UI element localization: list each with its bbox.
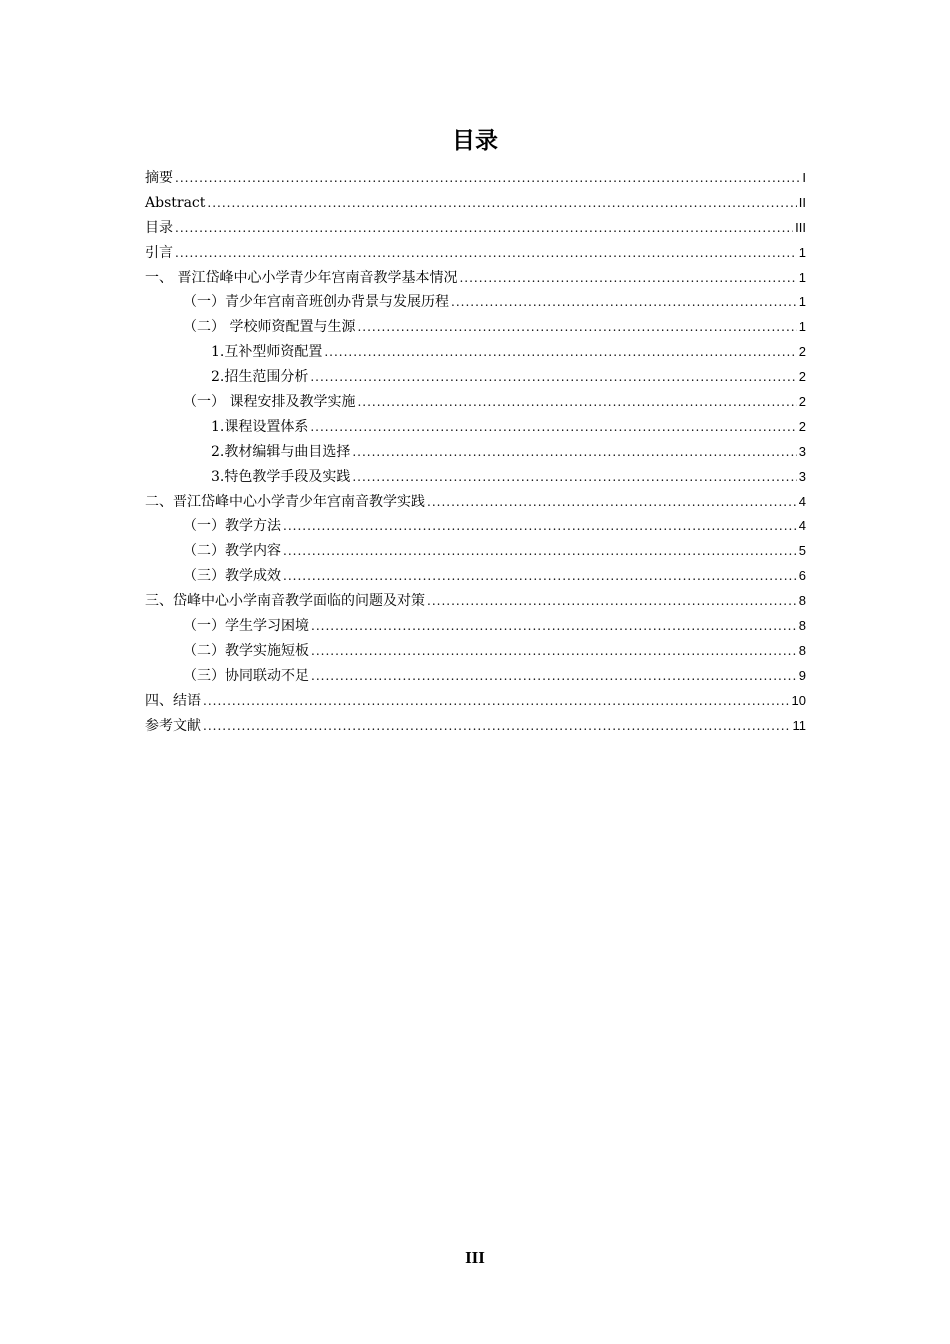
- toc-entry-label: （二）教学实施短板: [183, 642, 309, 659]
- toc-entry[interactable]: [145, 514, 806, 539]
- toc-entry-page-number: 1: [798, 244, 806, 260]
- toc-entry[interactable]: [145, 216, 806, 241]
- toc-entry[interactable]: [145, 440, 806, 465]
- toc-entry-page-number: 3: [798, 443, 806, 459]
- toc-entry-label: 3.特色教学手段及实践: [211, 468, 351, 485]
- toc-entry-label: （一）青少年宫南音班创办背景与发展历程: [183, 294, 449, 311]
- toc-entry[interactable]: [145, 664, 806, 689]
- toc-entry[interactable]: [145, 415, 806, 440]
- table-of-contents: [145, 166, 806, 738]
- toc-entry-page-number: 6: [798, 568, 806, 584]
- dot-leader: [311, 614, 797, 639]
- dot-leader: [311, 664, 797, 689]
- toc-entry-page-number: 4: [798, 518, 806, 534]
- toc-entry[interactable]: [145, 490, 806, 515]
- toc-entry-page-number: I: [802, 170, 806, 185]
- toc-entry-label: 2.教材编辑与曲目选择: [211, 443, 351, 460]
- dot-leader: [459, 266, 796, 291]
- dot-leader: [175, 166, 800, 191]
- toc-entry[interactable]: [145, 241, 806, 266]
- toc-entry-page-number: 2: [798, 394, 806, 410]
- toc-entry-page-number: 5: [798, 543, 806, 559]
- toc-entry-page-number: 4: [798, 493, 806, 509]
- dot-leader: [283, 514, 797, 539]
- toc-entry-page-number: 9: [798, 667, 806, 683]
- toc-entry-label: （二）教学内容: [183, 543, 281, 560]
- dot-leader: [310, 415, 796, 440]
- toc-entry[interactable]: [145, 564, 806, 589]
- toc-entry-page-number: 10: [791, 692, 806, 708]
- toc-entry[interactable]: [145, 465, 806, 490]
- dot-leader: [427, 589, 797, 614]
- dot-leader: [324, 340, 796, 365]
- toc-entry[interactable]: [145, 614, 806, 639]
- toc-entry[interactable]: [145, 365, 806, 390]
- toc-entry-label: 引言: [145, 244, 173, 261]
- dot-leader: [352, 440, 796, 465]
- toc-entry[interactable]: [145, 539, 806, 564]
- toc-entry-label: 二、晋江岱峰中心小学青少年宫南音教学实践: [145, 493, 425, 510]
- dot-leader: [283, 539, 797, 564]
- toc-entry-label: 参考文献: [145, 717, 201, 734]
- toc-entry-page-number: 2: [798, 418, 806, 434]
- toc-entry-page-number: 8: [798, 618, 806, 634]
- toc-entry[interactable]: [145, 166, 806, 191]
- dot-leader: [203, 714, 791, 739]
- dot-leader: [203, 689, 790, 714]
- toc-entry-label: （三）教学成效: [183, 568, 281, 585]
- toc-entry-label: 2.招生范围分析: [211, 369, 309, 386]
- dot-leader: [352, 465, 796, 490]
- toc-entry-page-number: 2: [798, 344, 806, 360]
- toc-entry-page-number: 11: [792, 717, 806, 733]
- toc-entry-page-number: 1: [798, 319, 806, 335]
- toc-entry-label: 三、岱峰中心小学南音教学面临的问题及对策: [145, 593, 425, 610]
- dot-leader: [357, 315, 796, 340]
- toc-entry-label: （一） 课程安排及教学实施: [183, 394, 356, 411]
- toc-entry[interactable]: [145, 589, 806, 614]
- toc-entry-page-number: 8: [798, 642, 806, 658]
- toc-entry-label: 1.课程设置体系: [211, 418, 309, 435]
- toc-entry-page-number: 8: [798, 593, 806, 609]
- toc-entry-page-number: II: [798, 194, 806, 210]
- toc-entry[interactable]: [145, 290, 806, 315]
- toc-entry-label: 目录: [145, 219, 173, 236]
- toc-entry[interactable]: [145, 340, 806, 365]
- toc-entry-label: Abstract: [145, 194, 206, 211]
- toc-entry[interactable]: [145, 689, 806, 714]
- dot-leader: [310, 365, 796, 390]
- dot-leader: [175, 241, 797, 266]
- dot-leader: [451, 290, 797, 315]
- toc-entry[interactable]: [145, 714, 806, 739]
- toc-entry-page-number: 1: [798, 269, 806, 285]
- page-title: 目录: [452, 128, 498, 154]
- toc-entry-page-number: 1: [798, 294, 806, 310]
- toc-entry-label: 四、结语: [145, 692, 201, 709]
- toc-entry-label: 摘要: [145, 170, 173, 186]
- toc-entry-label: 1.互补型师资配置: [211, 344, 323, 361]
- toc-entry-label: 一、 晋江岱峰中心小学青少年宫南音教学基本情况: [145, 269, 458, 286]
- toc-entry[interactable]: [145, 390, 806, 415]
- dot-leader: [175, 216, 793, 241]
- dot-leader: [357, 390, 796, 415]
- toc-entry-label: （三）协同联动不足: [183, 667, 309, 684]
- toc-entry-page-number: III: [795, 219, 806, 235]
- toc-entry-page-number: 2: [798, 369, 806, 385]
- toc-entry[interactable]: [145, 191, 806, 216]
- toc-entry[interactable]: [145, 639, 806, 664]
- dot-leader: [283, 564, 797, 589]
- dot-leader: [207, 191, 796, 216]
- toc-entry[interactable]: [145, 266, 806, 291]
- dot-leader: [427, 490, 797, 515]
- toc-entry[interactable]: [145, 315, 806, 340]
- toc-entry-label: （一）教学方法: [183, 518, 281, 535]
- page-number-footer: III: [465, 1248, 485, 1267]
- toc-entry-label: （一）学生学习困境: [183, 618, 309, 635]
- toc-entry-page-number: 3: [798, 468, 806, 484]
- dot-leader: [311, 639, 797, 664]
- toc-entry-label: （二） 学校师资配置与生源: [183, 319, 356, 336]
